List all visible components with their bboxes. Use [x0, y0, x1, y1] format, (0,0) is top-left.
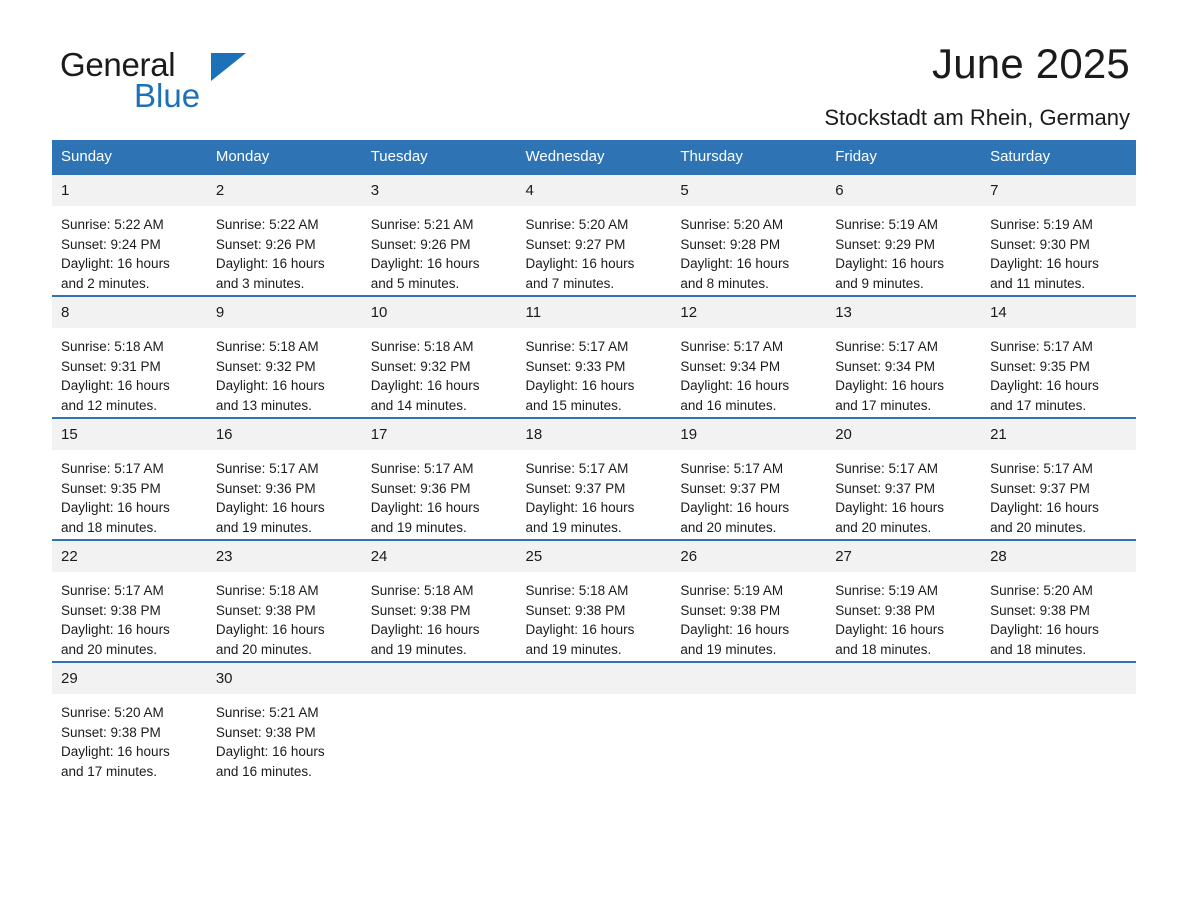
- day-number: 14: [981, 297, 1136, 328]
- daylight-text-line1: Daylight: 16 hours: [525, 378, 635, 394]
- sunset-text: Sunset: 9:26 PM: [215, 236, 316, 252]
- calendar-week-row: [52, 174, 1136, 296]
- sunset-text: Sunset: 9:38 PM: [370, 602, 471, 618]
- sunrise-text: Sunrise: 5:22 AM: [215, 217, 319, 232]
- sunrise-text: Sunrise: 5:19 AM: [990, 217, 1093, 232]
- sunrise-text: Sunrise: 5:21 AM: [215, 705, 319, 720]
- calendar-day-cell[interactable]: [207, 540, 362, 662]
- daylight-text-line1: Daylight: 16 hours: [835, 500, 945, 516]
- day-number: 23: [207, 541, 362, 572]
- day-number: 1: [52, 175, 207, 206]
- daylight-text-line1: Daylight: 16 hours: [61, 500, 170, 516]
- general-blue-logo: [60, 46, 250, 114]
- sunrise-text: Sunrise: 5:17 AM: [835, 339, 939, 354]
- daylight-text-line2: and 19 minutes.: [680, 641, 777, 657]
- day-number: 10: [362, 297, 517, 328]
- calendar-day-cell[interactable]: [981, 296, 1136, 418]
- sunrise-sunset-calendar: [52, 140, 1136, 783]
- daylight-text-line1: Daylight: 16 hours: [680, 256, 790, 272]
- logo-triangle-icon: [211, 53, 246, 81]
- sunrise-text: Sunrise: 5:17 AM: [525, 461, 629, 476]
- day-number: 16: [207, 419, 362, 450]
- sunset-text: Sunset: 9:37 PM: [525, 480, 626, 496]
- daylight-text-line1: Daylight: 16 hours: [990, 378, 1099, 394]
- calendar-day-cell[interactable]: [826, 418, 981, 540]
- day-details: [671, 572, 826, 659]
- sunrise-text: Sunrise: 5:20 AM: [990, 583, 1093, 598]
- daylight-text-line2: and 16 minutes.: [215, 763, 312, 779]
- calendar-day-cell[interactable]: [52, 296, 207, 418]
- sunset-text: Sunset: 9:38 PM: [680, 602, 781, 618]
- daylight-text-line2: and 14 minutes.: [370, 397, 467, 413]
- calendar-day-cell[interactable]: [362, 418, 517, 540]
- sunset-text: Sunset: 9:31 PM: [61, 358, 161, 374]
- day-number: 12: [671, 297, 826, 328]
- day-details: [671, 206, 826, 293]
- day-details: [981, 450, 1136, 537]
- calendar-empty-cell: [981, 662, 1136, 783]
- daylight-text-line1: Daylight: 16 hours: [680, 622, 790, 638]
- day-details: [517, 450, 672, 537]
- day-details: [517, 328, 672, 415]
- daylight-text-line1: Daylight: 16 hours: [835, 378, 945, 394]
- sunset-text: Sunset: 9:38 PM: [990, 602, 1090, 618]
- day-number-placeholder: [826, 663, 981, 694]
- sunset-text: Sunset: 9:37 PM: [990, 480, 1090, 496]
- daylight-text-line1: Daylight: 16 hours: [370, 256, 480, 272]
- sunset-text: Sunset: 9:38 PM: [835, 602, 936, 618]
- logo-text-blue: Blue: [134, 77, 201, 114]
- calendar-day-cell[interactable]: [362, 540, 517, 662]
- day-details: [826, 206, 981, 293]
- daylight-text-line1: Daylight: 16 hours: [370, 378, 480, 394]
- day-number: 15: [52, 419, 207, 450]
- sunrise-text: Sunrise: 5:19 AM: [835, 217, 939, 232]
- day-number-placeholder: [362, 663, 517, 694]
- day-number: 5: [671, 175, 826, 206]
- daylight-text-line2: and 17 minutes.: [835, 397, 932, 413]
- daylight-text-line2: and 18 minutes.: [61, 519, 158, 535]
- calendar-week-row: [52, 540, 1136, 662]
- sunrise-text: Sunrise: 5:19 AM: [680, 583, 784, 598]
- sunrise-text: Sunrise: 5:17 AM: [680, 339, 784, 354]
- daylight-text-line1: Daylight: 16 hours: [61, 622, 170, 638]
- day-number: 19: [671, 419, 826, 450]
- sunrise-text: Sunrise: 5:18 AM: [525, 583, 629, 598]
- sunrise-text: Sunrise: 5:18 AM: [215, 583, 319, 598]
- daylight-text-line1: Daylight: 16 hours: [370, 622, 480, 638]
- calendar-week-row: [52, 296, 1136, 418]
- calendar-day-cell[interactable]: [981, 540, 1136, 662]
- daylight-text-line1: Daylight: 16 hours: [370, 500, 480, 516]
- sunrise-text: Sunrise: 5:22 AM: [61, 217, 164, 232]
- sunrise-text: Sunrise: 5:17 AM: [835, 461, 939, 476]
- day-details: [981, 328, 1136, 415]
- daylight-text-line2: and 17 minutes.: [61, 763, 158, 779]
- day-details: [362, 572, 517, 659]
- day-number: 22: [52, 541, 207, 572]
- daylight-text-line2: and 16 minutes.: [680, 397, 777, 413]
- calendar-empty-cell: [826, 662, 981, 783]
- calendar-week-row: [52, 662, 1136, 783]
- day-details: [52, 572, 207, 659]
- daylight-text-line2: and 2 minutes.: [61, 275, 150, 291]
- day-details: [826, 328, 981, 415]
- calendar-day-cell[interactable]: [52, 662, 207, 783]
- day-number: 29: [52, 663, 207, 694]
- sunset-text: Sunset: 9:34 PM: [680, 358, 781, 374]
- day-number: 17: [362, 419, 517, 450]
- sunrise-text: Sunrise: 5:17 AM: [370, 461, 474, 476]
- calendar-empty-cell: [362, 662, 517, 783]
- page-header: [52, 0, 1136, 140]
- daylight-text-line1: Daylight: 16 hours: [990, 500, 1099, 516]
- daylight-text-line1: Daylight: 16 hours: [215, 256, 325, 272]
- calendar-day-cell[interactable]: [517, 296, 672, 418]
- calendar-day-cell[interactable]: [671, 296, 826, 418]
- sunrise-text: Sunrise: 5:17 AM: [61, 461, 164, 476]
- day-details: [207, 572, 362, 659]
- daylight-text-line2: and 20 minutes.: [61, 641, 158, 657]
- daylight-text-line1: Daylight: 16 hours: [680, 378, 790, 394]
- sunset-text: Sunset: 9:33 PM: [525, 358, 626, 374]
- sunrise-text: Sunrise: 5:17 AM: [215, 461, 319, 476]
- sunset-text: Sunset: 9:32 PM: [215, 358, 316, 374]
- weekday-header-row: [52, 140, 1136, 174]
- daylight-text-line1: Daylight: 16 hours: [61, 378, 170, 394]
- calendar-empty-cell: [517, 662, 672, 783]
- day-details: [362, 450, 517, 537]
- sunset-text: Sunset: 9:35 PM: [61, 480, 161, 496]
- daylight-text-line1: Daylight: 16 hours: [61, 256, 170, 272]
- daylight-text-line1: Daylight: 16 hours: [215, 744, 325, 760]
- day-details: [981, 206, 1136, 293]
- calendar-day-cell[interactable]: [826, 540, 981, 662]
- daylight-text-line2: and 19 minutes.: [525, 641, 622, 657]
- daylight-text-line2: and 20 minutes.: [835, 519, 932, 535]
- sunset-text: Sunset: 9:38 PM: [525, 602, 626, 618]
- daylight-text-line2: and 11 minutes.: [990, 275, 1086, 291]
- daylight-text-line2: and 18 minutes.: [990, 641, 1087, 657]
- calendar-body: [52, 174, 1136, 783]
- sunset-text: Sunset: 9:32 PM: [370, 358, 471, 374]
- calendar-day-cell[interactable]: [517, 540, 672, 662]
- calendar-day-cell[interactable]: [671, 174, 826, 296]
- day-number: 3: [362, 175, 517, 206]
- calendar-day-cell[interactable]: [517, 174, 672, 296]
- day-number: 18: [517, 419, 672, 450]
- sunset-text: Sunset: 9:28 PM: [680, 236, 781, 252]
- daylight-text-line2: and 20 minutes.: [990, 519, 1087, 535]
- daylight-text-line1: Daylight: 16 hours: [680, 500, 790, 516]
- day-details: [362, 328, 517, 415]
- day-details: [981, 572, 1136, 659]
- calendar-day-cell[interactable]: [671, 418, 826, 540]
- day-details: [517, 206, 672, 293]
- sunrise-text: Sunrise: 5:21 AM: [370, 217, 474, 232]
- calendar-day-cell[interactable]: [52, 540, 207, 662]
- logo-text-general: General: [60, 46, 176, 83]
- daylight-text-line1: Daylight: 16 hours: [61, 744, 170, 760]
- calendar-day-cell[interactable]: [207, 418, 362, 540]
- day-details: [207, 450, 362, 537]
- daylight-text-line1: Daylight: 16 hours: [215, 622, 325, 638]
- day-details: [52, 450, 207, 537]
- sunrise-text: Sunrise: 5:18 AM: [61, 339, 164, 354]
- weekday-header-thursday: Thursday: [671, 140, 826, 174]
- calendar-day-cell[interactable]: [207, 662, 362, 783]
- calendar-week-row: [52, 418, 1136, 540]
- calendar-day-cell[interactable]: [362, 296, 517, 418]
- daylight-text-line2: and 12 minutes.: [61, 397, 158, 413]
- sunset-text: Sunset: 9:38 PM: [215, 724, 316, 740]
- daylight-text-line2: and 9 minutes.: [835, 275, 924, 291]
- day-number-placeholder: [981, 663, 1136, 694]
- day-details: [207, 694, 362, 781]
- daylight-text-line2: and 13 minutes.: [215, 397, 312, 413]
- daylight-text-line1: Daylight: 16 hours: [835, 256, 945, 272]
- calendar-day-cell[interactable]: [207, 174, 362, 296]
- sunset-text: Sunset: 9:37 PM: [835, 480, 936, 496]
- sunset-text: Sunset: 9:38 PM: [215, 602, 316, 618]
- daylight-text-line2: and 19 minutes.: [215, 519, 312, 535]
- calendar-empty-cell: [671, 662, 826, 783]
- day-details: [362, 206, 517, 293]
- day-details: [52, 694, 207, 781]
- daylight-text-line2: and 18 minutes.: [835, 641, 932, 657]
- daylight-text-line2: and 3 minutes.: [215, 275, 305, 291]
- calendar-day-cell[interactable]: [362, 174, 517, 296]
- calendar-day-cell[interactable]: [52, 174, 207, 296]
- page-title: June 2025: [932, 40, 1130, 87]
- calendar-day-cell[interactable]: [517, 418, 672, 540]
- day-details: [207, 206, 362, 293]
- calendar-day-cell[interactable]: [826, 174, 981, 296]
- daylight-text-line2: and 20 minutes.: [215, 641, 312, 657]
- daylight-text-line2: and 17 minutes.: [990, 397, 1087, 413]
- sunset-text: Sunset: 9:34 PM: [835, 358, 936, 374]
- weekday-header-friday: Friday: [826, 140, 981, 174]
- sunrise-text: Sunrise: 5:18 AM: [215, 339, 319, 354]
- day-number: 20: [826, 419, 981, 450]
- weekday-header-saturday: Saturday: [981, 140, 1136, 174]
- day-details: [826, 450, 981, 537]
- daylight-text-line1: Daylight: 16 hours: [990, 256, 1099, 272]
- daylight-text-line2: and 8 minutes.: [680, 275, 769, 291]
- calendar-day-cell[interactable]: [671, 540, 826, 662]
- sunrise-text: Sunrise: 5:17 AM: [61, 583, 164, 598]
- day-number-placeholder: [517, 663, 672, 694]
- sunset-text: Sunset: 9:38 PM: [61, 724, 161, 740]
- sunrise-text: Sunrise: 5:17 AM: [680, 461, 784, 476]
- daylight-text-line2: and 7 minutes.: [525, 275, 615, 291]
- calendar-day-cell[interactable]: [981, 418, 1136, 540]
- daylight-text-line1: Daylight: 16 hours: [525, 622, 635, 638]
- daylight-text-line2: and 19 minutes.: [370, 519, 467, 535]
- weekday-header-tuesday: Tuesday: [362, 140, 517, 174]
- calendar-day-cell[interactable]: [981, 174, 1136, 296]
- daylight-text-line1: Daylight: 16 hours: [525, 256, 635, 272]
- sunset-text: Sunset: 9:30 PM: [990, 236, 1090, 252]
- sunset-text: Sunset: 9:29 PM: [835, 236, 936, 252]
- daylight-text-line1: Daylight: 16 hours: [835, 622, 945, 638]
- daylight-text-line2: and 19 minutes.: [525, 519, 622, 535]
- day-number: 9: [207, 297, 362, 328]
- sunrise-text: Sunrise: 5:18 AM: [370, 583, 474, 598]
- day-number: 8: [52, 297, 207, 328]
- calendar-day-cell[interactable]: [207, 296, 362, 418]
- day-number: 24: [362, 541, 517, 572]
- day-details: [671, 450, 826, 537]
- sunset-text: Sunset: 9:36 PM: [215, 480, 316, 496]
- day-details: [52, 206, 207, 293]
- day-number: 6: [826, 175, 981, 206]
- calendar-day-cell[interactable]: [52, 418, 207, 540]
- day-number: 2: [207, 175, 362, 206]
- weekday-header-monday: Monday: [207, 140, 362, 174]
- day-number: 7: [981, 175, 1136, 206]
- day-number: 26: [671, 541, 826, 572]
- daylight-text-line2: and 20 minutes.: [680, 519, 777, 535]
- sunrise-text: Sunrise: 5:20 AM: [61, 705, 164, 720]
- day-details: [671, 328, 826, 415]
- sunrise-text: Sunrise: 5:20 AM: [680, 217, 784, 232]
- sunset-text: Sunset: 9:27 PM: [525, 236, 626, 252]
- day-number: 21: [981, 419, 1136, 450]
- daylight-text-line2: and 15 minutes.: [525, 397, 622, 413]
- daylight-text-line1: Daylight: 16 hours: [215, 500, 325, 516]
- weekday-header-wednesday: Wednesday: [517, 140, 672, 174]
- sunrise-text: Sunrise: 5:19 AM: [835, 583, 939, 598]
- sunrise-text: Sunrise: 5:17 AM: [990, 339, 1093, 354]
- daylight-text-line2: and 5 minutes.: [370, 275, 460, 291]
- sunset-text: Sunset: 9:24 PM: [61, 236, 161, 252]
- sunrise-text: Sunrise: 5:17 AM: [525, 339, 629, 354]
- day-number: 4: [517, 175, 672, 206]
- location-subtitle: Stockstadt am Rhein, Germany: [824, 105, 1130, 130]
- day-details: [207, 328, 362, 415]
- sunrise-text: Sunrise: 5:17 AM: [990, 461, 1093, 476]
- day-number: 27: [826, 541, 981, 572]
- day-number: 28: [981, 541, 1136, 572]
- daylight-text-line1: Daylight: 16 hours: [525, 500, 635, 516]
- sunset-text: Sunset: 9:35 PM: [990, 358, 1090, 374]
- day-details: [826, 572, 981, 659]
- day-number: 13: [826, 297, 981, 328]
- daylight-text-line1: Daylight: 16 hours: [990, 622, 1099, 638]
- daylight-text-line1: Daylight: 16 hours: [215, 378, 325, 394]
- sunset-text: Sunset: 9:38 PM: [61, 602, 161, 618]
- daylight-text-line2: and 19 minutes.: [370, 641, 467, 657]
- day-number: 30: [207, 663, 362, 694]
- sunset-text: Sunset: 9:36 PM: [370, 480, 471, 496]
- day-details: [517, 572, 672, 659]
- sunrise-text: Sunrise: 5:20 AM: [525, 217, 629, 232]
- calendar-day-cell[interactable]: [826, 296, 981, 418]
- day-number: 25: [517, 541, 672, 572]
- sunset-text: Sunset: 9:37 PM: [680, 480, 781, 496]
- day-number-placeholder: [671, 663, 826, 694]
- sunrise-text: Sunrise: 5:18 AM: [370, 339, 474, 354]
- day-number: 11: [517, 297, 672, 328]
- day-details: [52, 328, 207, 415]
- weekday-header-sunday: Sunday: [52, 140, 207, 174]
- sunset-text: Sunset: 9:26 PM: [370, 236, 471, 252]
